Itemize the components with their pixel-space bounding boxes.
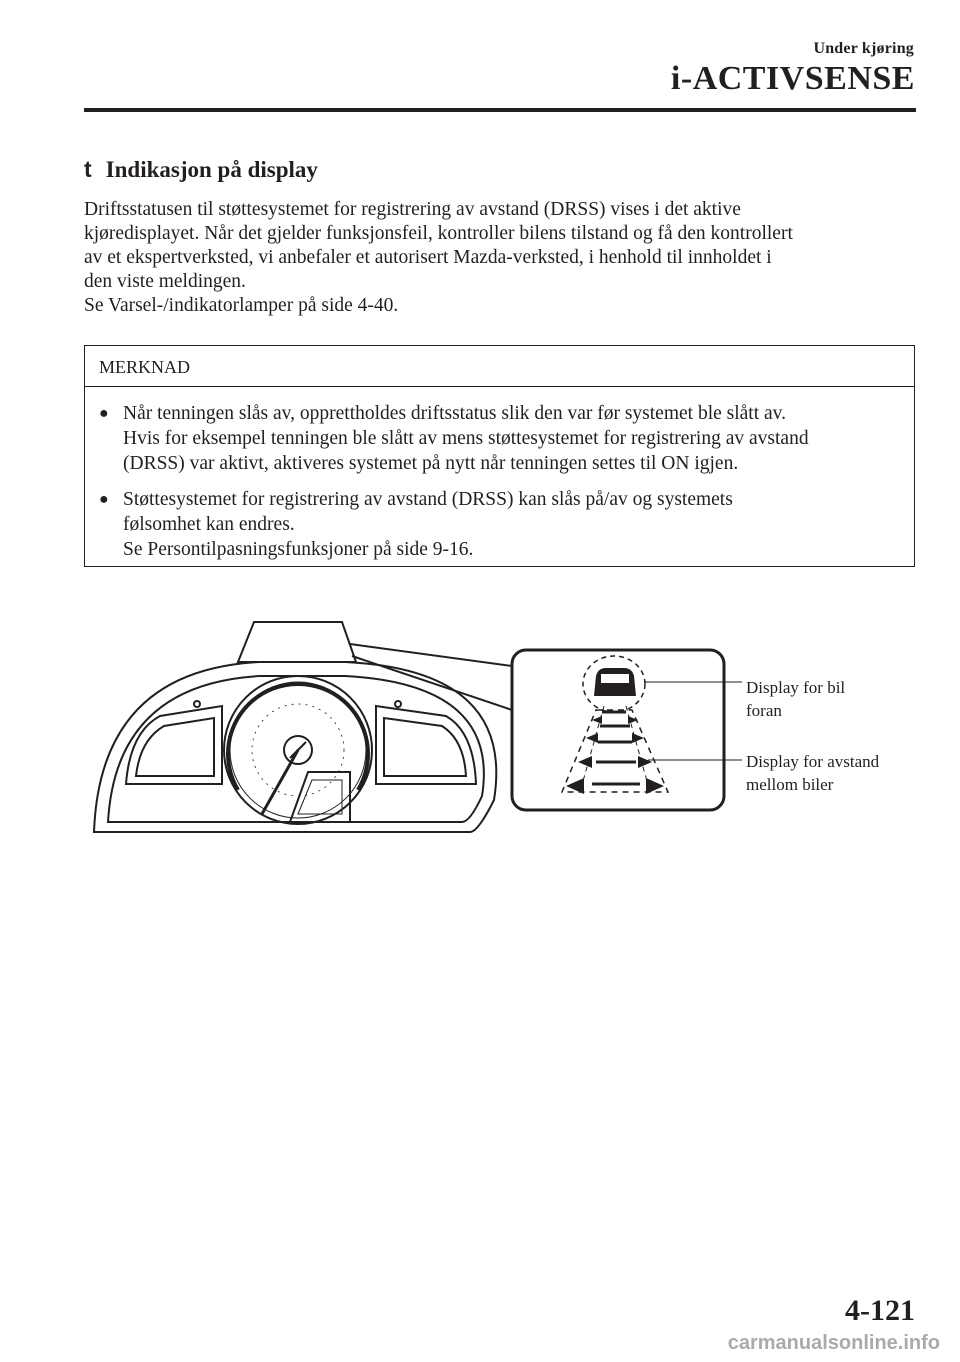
header-rule: [84, 108, 916, 112]
instrument-cluster-figure: [0, 600, 960, 860]
section-heading-text: Indikasjon på display: [105, 157, 318, 182]
body-line: kjøredisplayet. Når det gjelder funksjonsfeil, kontroller bilens tilstand og få den kontrollert: [84, 223, 793, 244]
note-line: følsomhet kan endres.: [123, 514, 295, 535]
watermark: carmanualsonline.info: [727, 1332, 940, 1354]
note-line: Når tenningen slås av, opprettholdes driftsstatus slik den var før systemet ble slått av.: [123, 403, 787, 424]
callout-line: foran: [746, 701, 782, 720]
callout-car-ahead: [746, 676, 845, 722]
body-line: Se Varsel-/indikatorlamper på side 4-40.: [84, 295, 399, 316]
header-chapter: Under kjøring: [813, 40, 914, 57]
note-item: [85, 401, 914, 476]
note-line: Se Persontilpasningsfunksjoner på side 9-16.: [123, 539, 474, 560]
callout-line: mellom biler: [746, 775, 834, 794]
callout-line: Display for bil: [746, 678, 846, 697]
body-line: av et ekspertverksted, vi anbefaler et autorisert Mazda-verksted, i henhold til innholdet i: [84, 247, 772, 268]
note-item: [85, 487, 914, 562]
section-marker: t: [84, 156, 92, 182]
note-line: Støttesystemet for registrering av avstand (DRSS) kan slås på/av og systemets: [123, 489, 733, 510]
note-heading: MERKNAD: [85, 346, 914, 387]
body-paragraph: [84, 198, 924, 318]
note-line: (DRSS) var aktivt, aktiveres systemet på nytt når tenningen settes til ON igjen.: [123, 453, 739, 474]
note-box: [84, 345, 915, 567]
callout-distance-between-cars: [746, 750, 879, 796]
body-line: Driftsstatusen til støttesystemet for registrering av avstand (DRSS) vises i det aktive: [84, 199, 741, 220]
body-line: den viste meldingen.: [84, 271, 246, 292]
bullet-icon: ●: [99, 491, 109, 508]
instrument-cluster-illustration: [0, 600, 960, 860]
note-line: Hvis for eksempel tenningen ble slått av mens støttesystemet for registrering av avstand: [123, 428, 809, 449]
header-title: i-ACTIVSENSE: [670, 60, 915, 97]
page-number: 4-121: [845, 1294, 915, 1327]
callout-line: Display for avstand: [746, 752, 880, 771]
bullet-icon: ●: [99, 405, 109, 422]
section-heading: [84, 156, 318, 183]
